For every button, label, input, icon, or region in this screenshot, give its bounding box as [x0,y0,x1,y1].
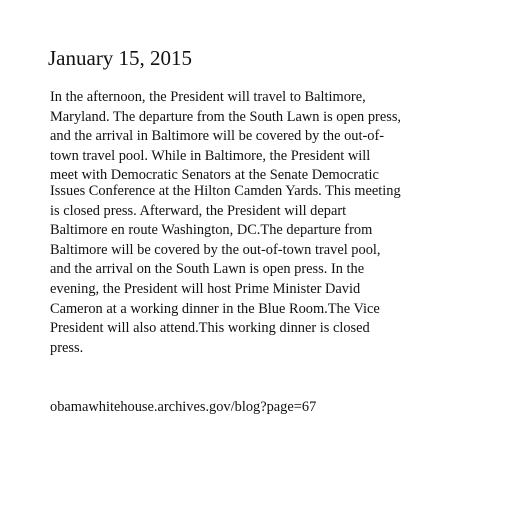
body-line: Baltimore en route Washington, DC.The departure from [50,222,373,239]
body-line: press. [50,339,84,356]
body-line: President will also attend.This working dinner is closed [50,320,370,337]
body-line: meet with Democratic Senators at the Senate Democratic [50,167,379,184]
body-line: evening, the President will host Prime Minister David [50,280,361,297]
body-line: town travel pool. While in Baltimore, the President will [50,147,371,164]
body-line: is closed press. Afterward, the President will depart [50,202,347,219]
body-line: In the afternoon, the President will travel to Baltimore, [50,89,366,105]
post-body [50,88,410,358]
source-url: obamawhitehouse.archives.gov/blog?page=67 [50,399,317,415]
body-line: and the arrival on the South Lawn is open press. In the [50,261,365,278]
body-line: Maryland. The departure from the South Lawn is open press, [50,108,402,125]
body-line: Issues Conference at the Hilton Camden Yards. This meeting [50,182,401,199]
body-line: Cameron at a working dinner in the Blue Room.The Vice [50,300,380,317]
post-date: January 15, 2015 [48,46,193,70]
body-line: Baltimore will be covered by the out-of-town travel pool, [50,241,381,258]
body-line: and the arrival in Baltimore will be covered by the out-of- [50,128,385,145]
